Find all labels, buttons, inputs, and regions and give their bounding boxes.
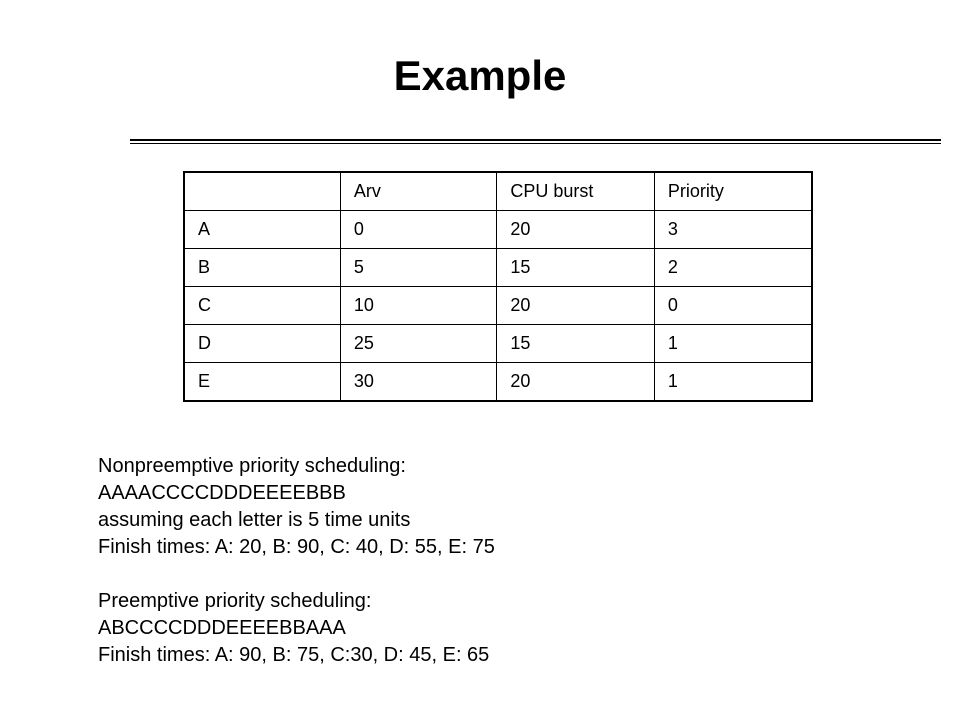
process-table bbox=[183, 171, 813, 402]
header-cell-cpu-burst: CPU burst bbox=[497, 172, 655, 211]
arrival-cell: 30 bbox=[340, 363, 496, 402]
cpu-burst-cell: 15 bbox=[497, 325, 655, 363]
cpu-burst-cell: 15 bbox=[497, 249, 655, 287]
process-cell: A bbox=[184, 211, 340, 249]
preemptive-finish-times: Finish times: A: 90, B: 75, C:30, D: 45, E: 65 bbox=[98, 644, 490, 666]
arrival-cell: 25 bbox=[340, 325, 496, 363]
priority-cell: 1 bbox=[654, 363, 812, 402]
process-cell: E bbox=[184, 363, 340, 402]
priority-cell: 0 bbox=[654, 287, 812, 325]
slide-title: Example bbox=[393, 52, 567, 99]
table-row bbox=[184, 211, 812, 249]
arrival-cell: 0 bbox=[340, 211, 496, 249]
cpu-burst-cell: 20 bbox=[497, 211, 655, 249]
nonpreemptive-heading: Nonpreemptive priority scheduling: bbox=[98, 455, 406, 477]
process-cell: D bbox=[184, 325, 340, 363]
arrival-cell: 5 bbox=[340, 249, 496, 287]
table-row bbox=[184, 363, 812, 402]
nonpreemptive-finish-times: Finish times: A: 20, B: 90, C: 40, D: 55, E: 75 bbox=[98, 536, 495, 558]
header-cell-priority: Priority bbox=[654, 172, 812, 211]
table-row bbox=[184, 249, 812, 287]
title-divider-top bbox=[130, 139, 941, 141]
process-cell: B bbox=[184, 249, 340, 287]
cpu-burst-cell: 20 bbox=[497, 363, 655, 402]
title-divider-bottom bbox=[130, 143, 941, 144]
header-cell-arrival: Arv bbox=[340, 172, 496, 211]
nonpreemptive-note: assuming each letter is 5 time units bbox=[98, 509, 411, 531]
scheduling-notes bbox=[98, 453, 495, 669]
notes-spacer bbox=[98, 561, 495, 588]
table-header-row bbox=[184, 172, 812, 211]
priority-cell: 2 bbox=[654, 249, 812, 287]
priority-cell: 1 bbox=[654, 325, 812, 363]
preemptive-heading: Preemptive priority scheduling: bbox=[98, 590, 372, 612]
table-row bbox=[184, 325, 812, 363]
priority-cell: 3 bbox=[654, 211, 812, 249]
header-cell-process bbox=[184, 172, 340, 211]
table-row bbox=[184, 287, 812, 325]
preemptive-sequence: ABCCCCDDDEEEEBBAAA bbox=[98, 617, 346, 639]
arrival-cell: 10 bbox=[340, 287, 496, 325]
process-cell: C bbox=[184, 287, 340, 325]
cpu-burst-cell: 20 bbox=[497, 287, 655, 325]
nonpreemptive-sequence: AAAACCCCDDDEEEEBBB bbox=[98, 482, 346, 504]
